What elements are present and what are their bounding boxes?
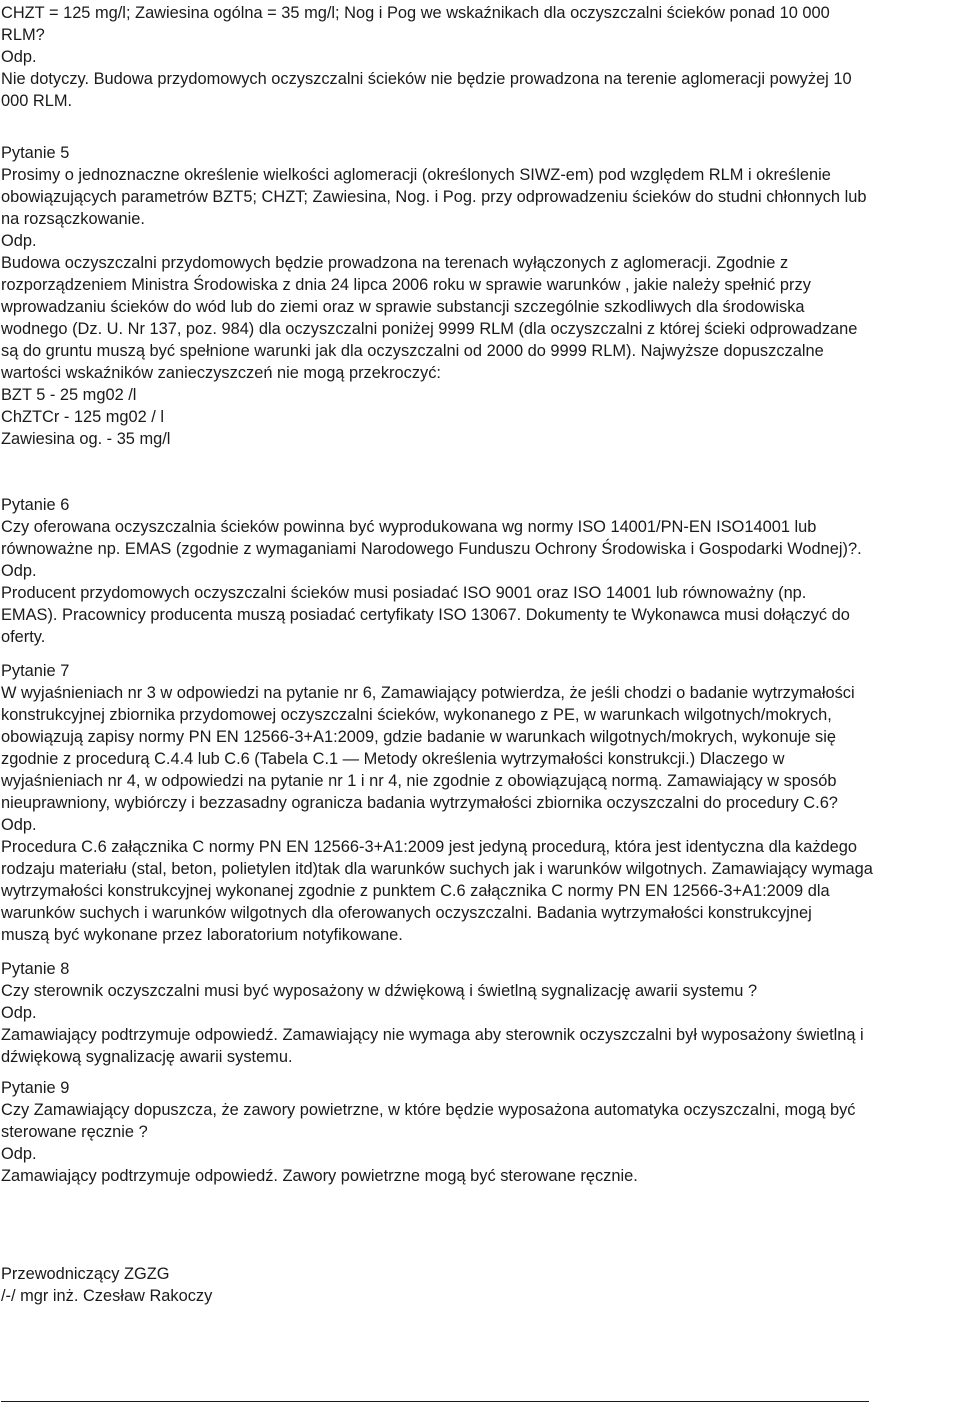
text-line: CHZT = 125 mg/l; Zawiesina ogólna = 35 mg/l; Nog i Pog we wskaźnikach dla oczyszczalni ścieków ponad 10 000: [1, 4, 830, 22]
text-line: Budowa oczyszczalni przydomowych będzie prowadzona na terenach wyłączonych z aglomeracji. Zgodnie z: [1, 254, 789, 272]
text-line: zgodnie z procedurą C.4.4 lub C.6 (Tabela C.1 — Metody określenia wytrzymałości konstrukcji.) Dlaczego w: [1, 750, 785, 768]
text-line: Czy Zamawiający dopuszcza, że zawory powietrzne, w które będzie wyposażona automatyka oczyszczalni, mogą być: [1, 1101, 856, 1119]
question-heading: Pytanie 8: [1, 960, 70, 978]
footer-divider: [1, 1401, 869, 1402]
text-line: równoważne np. EMAS (zgodnie z wymaganiami Narodowego Funduszu Ochrony Środowiska i Gospodarki Wodnej)?.: [1, 540, 862, 558]
text-line: W wyjaśnieniach nr 3 w odpowiedzi na pytanie nr 6, Zamawiający potwierdza, że jeśli chodzi o badanie wytrzymałości: [1, 684, 855, 702]
question-8-section: [1, 958, 959, 1068]
text-line: rozporządzeniem Ministra Środowiska z dnia 24 lipca 2006 roku w sprawie warunków , jakie należy spełnić przy: [1, 276, 811, 294]
text-line: Zamawiający podtrzymuje odpowiedź. Zamawiający nie wymaga aby sterownik oczyszczalni był wyposażony świetlną i: [1, 1026, 864, 1044]
intro-section: [1, 2, 959, 112]
text-line: na rozsączkowanie.: [1, 210, 145, 228]
text-line: BZT 5 - 25 mg02 /l: [1, 386, 137, 404]
question-heading: Pytanie 7: [1, 662, 70, 680]
text-line: Zawiesina og. - 35 mg/l: [1, 430, 171, 448]
text-line: wartości wskaźników zanieczyszczeń nie mogą przekroczyć:: [1, 364, 441, 382]
text-line: RLM?: [1, 26, 45, 44]
question-heading: Pytanie 9: [1, 1079, 70, 1097]
signature-block: [1, 1263, 959, 1307]
text-line: 000 RLM.: [1, 92, 73, 110]
text-line: konstrukcyjnej zbiornika przydomowej oczyszczalni ścieków, wykonanego z PE, w warunkach wilgotnych/mokrych,: [1, 706, 832, 724]
answer-label: Odp.: [1, 48, 37, 66]
text-line: wytrzymałości konstrukcyjnej wykonanej zgodnie z punktem C.6 załącznika C normy PN EN 12566-3+A1:2009 dla: [1, 882, 830, 900]
text-line: Prosimy o jednoznaczne określenie wielkości aglomeracji (określonych SIWZ-em) pod względem RLM i określenie: [1, 166, 831, 184]
text-line: obowiązujących parametrów BZT5; CHZT; Zawiesina, Nog. i Pog. przy odprowadzeniu ścieków do studni chłonnych lub: [1, 188, 867, 206]
text-line: wyjaśnieniach nr 4, w odpowiedzi na pytanie nr 1 i nr 4, nie zgodnie z obowiązującą normą. Zamawiający w sposób: [1, 772, 837, 790]
text-line: muszą być wykonane przez laboratorium notyfikowane.: [1, 926, 403, 944]
answer-label: Odp.: [1, 562, 37, 580]
text-line: dźwiękową sygnalizację awarii systemu.: [1, 1048, 293, 1066]
text-line: wodnego (Dz. U. Nr 137, poz. 984) dla oczyszczalni poniżej 9999 RLM (dla oczyszczalni z której ścieki odprowadzane: [1, 320, 858, 338]
answer-label: Odp.: [1, 1004, 37, 1022]
answer-label: Odp.: [1, 232, 37, 250]
text-line: Czy oferowana oczyszczalnia ścieków powinna być wyprodukowana wg normy ISO 14001/PN-EN ISO14001 lub: [1, 518, 817, 536]
text-line: ChZTCr - 125 mg02 / l: [1, 408, 165, 426]
text-line: Procedura C.6 załącznika C normy PN EN 12566-3+A1:2009 jest jedyną procedurą, która jest identyczna dla każdego: [1, 838, 857, 856]
question-heading: Pytanie 6: [1, 496, 70, 514]
text-line: są do gruntu muszą być spełnione warunki jak dla oczyszczalni od 2000 do 9999 RLM). Najwyższe dopuszczalne: [1, 342, 824, 360]
text-line: Czy sterownik oczyszczalni musi być wyposażony w dźwiękową i świetlną sygnalizację awarii systemu ?: [1, 982, 758, 1000]
text-line: Producent przydomowych oczyszczalni ścieków musi posiadać ISO 9001 oraz ISO 14001 lub równoważny (np.: [1, 584, 807, 602]
answer-label: Odp.: [1, 816, 37, 834]
question-6-section: [1, 494, 959, 648]
text-line: EMAS). Pracownicy producenta muszą posiadać certyfikaty ISO 13067. Dokumenty te Wykonawca musi dołączyć do: [1, 606, 850, 624]
signatory-name: /-/ mgr inż. Czesław Rakoczy: [1, 1287, 213, 1305]
text-line: Nie dotyczy. Budowa przydomowych oczyszczalni ścieków nie będzie prowadzona na terenie aglomeracji powyżej 10: [1, 70, 852, 88]
question-heading: Pytanie 5: [1, 144, 70, 162]
signatory-title: Przewodniczący ZGZG: [1, 1265, 170, 1283]
text-line: warunków suchych i warunków wilgotnych dla oferowanych oczyszczalni. Badania wytrzymałości konstrukcyjnej: [1, 904, 812, 922]
text-line: wprowadzaniu ścieków do wód lub do ziemi oraz w sprawie substancji szczególnie szkodliwych dla środowiska: [1, 298, 805, 316]
text-line: Zamawiający podtrzymuje odpowiedź. Zawory powietrzne mogą być sterowane ręcznie.: [1, 1167, 638, 1185]
text-line: obowiązują zapisy normy PN EN 12566-3+A1:2009, gdzie badanie w warunkach wilgotnych/mokrych, wykonuje się: [1, 728, 837, 746]
question-7-section: [1, 660, 959, 946]
text-line: oferty.: [1, 628, 46, 646]
text-line: nieuprawniony, wybiórczy i bezzasadny ogranicza badania wytrzymałości zbiornika oczyszczalni do procedury C.6?: [1, 794, 838, 812]
text-line: rodzaju materiału (stal, beton, polietylen itd)tak dla warunków suchych jak i warunków wilgotnych. Zamawiający wymaga: [1, 860, 873, 878]
question-5-section: [1, 142, 959, 450]
question-9-section: [1, 1077, 959, 1187]
answer-label: Odp.: [1, 1145, 37, 1163]
text-line: sterowane ręcznie ?: [1, 1123, 148, 1141]
